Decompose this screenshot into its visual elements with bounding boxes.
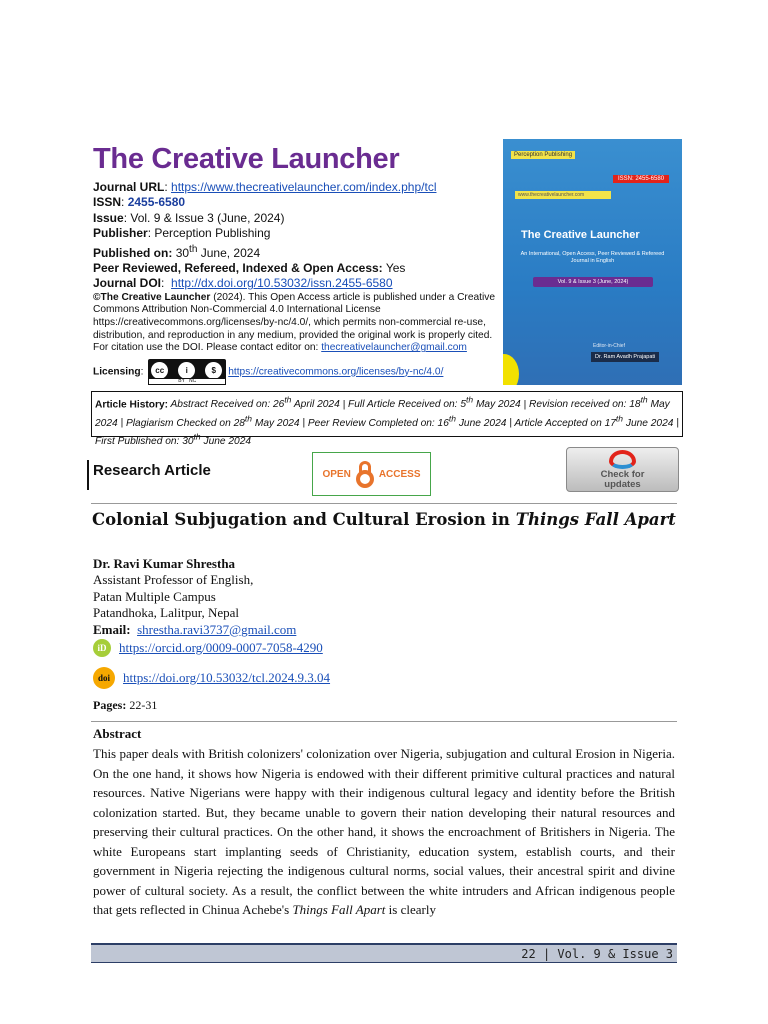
journal-title: The Creative Launcher: [93, 143, 400, 175]
orcid-row: [93, 639, 323, 657]
copyright-notice: ©The Creative Launcher (2024). This Open Access article is published under a Creative Commons Attribution Non-Commercial 4.0 International License https://creativecommons.org/licenses/by-nc/4.0/, which permits non-commercial re-use, distribution, and reproduction in any medium, provided the original work is properly cited. For citation use the DOI. Please contact editor on: thecreativelauncher@gmail.com: [93, 291, 495, 354]
licensing-line: Licensing: cc i $ BY NC https://creativecommons.org/licenses/by-nc/4.0/: [93, 359, 498, 385]
history-item: Full Article Received on: 5th May 2024: [348, 395, 521, 411]
history-item: Abstract Received on: 26th April 2024: [170, 395, 340, 411]
doi-row: [93, 667, 330, 689]
article-type: Research Article: [93, 462, 211, 479]
cover-title: The Creative Launcher: [521, 229, 640, 241]
cc-license-icon[interactable]: [148, 359, 226, 385]
cc-icon: cc: [151, 362, 168, 379]
pages-line: Pages: 22-31: [93, 698, 158, 712]
noncommercial-icon: $: [205, 362, 222, 379]
publisher-line: Publisher: Perception Publishing: [93, 226, 271, 241]
open-access-lock-icon: [355, 461, 375, 487]
check-for-updates-button[interactable]: Check for updates: [566, 447, 679, 492]
journal-doi-line: Journal DOI: http://dx.doi.org/10.53032/issn.2455-6580: [93, 276, 393, 291]
article-doi-link[interactable]: https://doi.org/10.53032/tcl.2024.9.3.04: [123, 670, 331, 685]
issn-value: 2455-6580: [127, 195, 186, 210]
author-email-link[interactable]: shrestha.ravi3737@gmail.com: [137, 621, 297, 637]
license-link[interactable]: https://creativecommons.org/licenses/by-nc/4.0/: [228, 366, 444, 378]
issn-line: ISSN: 2455-6580: [93, 195, 186, 210]
author-name: Dr. Ravi Kumar Shrestha: [93, 556, 236, 571]
article-history-box: Article History: Abstract Received on: 26th April 2024 | Full Article Received on: 5th May 2024 | Revision received on: 18th May 2024 | Plagiarism Checked on 28th May 2024 | Peer Review Completed on: 16th June 2024 | Article Accepted on 17th June 2024 | First Published on: 30th June 2024: [91, 391, 683, 437]
paper-title: Colonial Subjugation and Cultural Erosion in Things Fall Apart: [92, 510, 676, 529]
abstract-top-rule: [91, 721, 677, 722]
cover-subtitle: An International, Open Access, Peer Reviewed & Refereed Journal in English: [520, 251, 665, 264]
cover-url: www.thecreativelauncher.com: [515, 191, 611, 199]
abstract-heading: Abstract: [93, 726, 142, 741]
author-campus: Patan Multiple Campus: [93, 588, 216, 604]
history-item: Article Accepted on 17th June 2024: [514, 413, 674, 429]
cover-decoration: [503, 354, 519, 385]
author-block: [93, 556, 296, 638]
history-item: Plagiarism Checked on 28th May 2024: [125, 413, 300, 429]
journal-url-line: Journal URL: https://www.thecreativelauncher.com/index.php/tcl: [93, 180, 437, 194]
peer-review-line: Peer Reviewed, Refereed, Indexed & Open Access: Yes: [93, 261, 406, 276]
attribution-icon: i: [178, 362, 195, 379]
cover-issn: ISSN: 2455-6580: [613, 175, 669, 183]
doi-icon: doi: [93, 667, 115, 689]
journal-metadata: [93, 180, 498, 385]
journal-url-link[interactable]: https://www.thecreativelauncher.com/index.php/tcl: [171, 180, 437, 194]
journal-cover-image: [503, 139, 682, 385]
published-line: Published on: 30th June, 2024: [93, 243, 261, 260]
title-top-rule: [91, 503, 677, 504]
page-footer: 22 | Vol. 9 & Issue 3: [91, 943, 677, 963]
history-item: First Published on: 30th June 2024: [95, 431, 252, 447]
history-item: Peer Review Completed on: 16th June 2024: [307, 413, 507, 429]
author-email-line: Email: shrestha.ravi3737@gmail.com: [93, 621, 297, 637]
cover-editor-name: Dr. Ram Avadh Prajapati: [591, 352, 659, 362]
cover-publisher: Perception Publishing: [511, 151, 575, 159]
history-item: Revision received on: 18th May 2024: [95, 395, 670, 429]
cover-editor-label: Editor-in-Chief: [593, 343, 625, 349]
open-access-badge[interactable]: OPEN ACCESS: [312, 452, 431, 496]
contact-email-link[interactable]: thecreativelauncher@gmail.com: [321, 342, 467, 354]
abstract-body: This paper deals with British colonizers' colonization over Nigeria, subjugation and cultural Erosion in Nigeria. On the one hand, it shows how Nigeria is endowed with their different primitive cultural practices and natural resources. Native Nigerians were happy with their indigenous cultural legacy and identity before the British colonization started. But, they became unable to govern their nation developing their natural resources and preserving their cultural practices. On the other hand, it shows the encroachment of Britishers in Nigeria. The white Europeans start implanting seeds of Christianity, education system, establish courts, and their government in Nigeria rejecting the indigenous cultural norms, social values, their ancestral spirit and divine power of cultural society. As a result, the conflict between the white intruders and African indigenous people that gets reflected in Chinua Achebe's Things Fall Apart is clearly: [93, 746, 675, 917]
author-location: Patandhoka, Lalitpur, Nepal: [93, 605, 240, 621]
issue-line: Issue: Vol. 9 & Issue 3 (June, 2024): [93, 210, 285, 225]
cover-volume: Vol. 9 & Issue 3 (June, 2024): [533, 277, 653, 287]
section-divider: [87, 460, 89, 490]
author-position: Assistant Professor of English,: [93, 572, 254, 588]
check-updates-icon: [609, 450, 636, 469]
cc-badge-bar: BY NC: [148, 378, 226, 385]
orcid-icon: iD: [93, 639, 111, 657]
orcid-link[interactable]: https://orcid.org/0009-0007-7058-4290: [119, 640, 323, 655]
journal-doi-link[interactable]: http://dx.doi.org/10.53032/issn.2455-6580: [171, 276, 393, 291]
